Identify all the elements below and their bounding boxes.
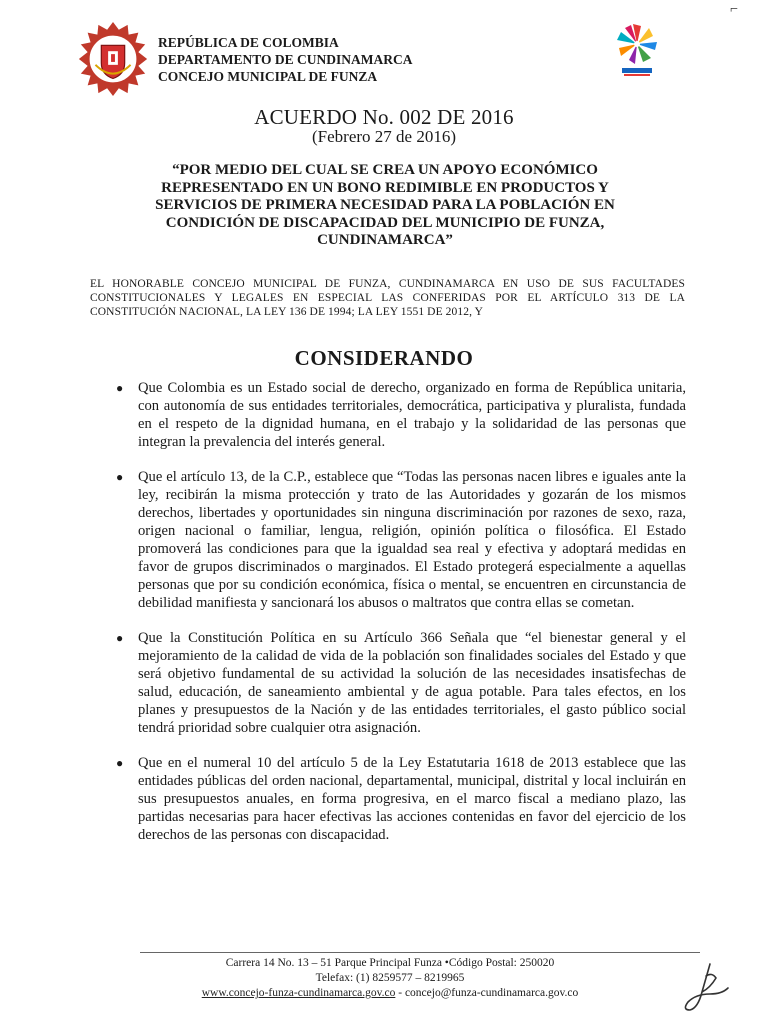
list-item bbox=[116, 468, 686, 612]
bullet-icon: ● bbox=[116, 381, 124, 395]
email-link[interactable]: concejo@funza-cundinamarca.gov.co bbox=[404, 987, 579, 999]
header-country: REPÚBLICA DE COLOMBIA bbox=[158, 35, 339, 50]
bullet-icon: ● bbox=[116, 470, 124, 484]
website-link[interactable]: www.concejo-funza-cundinamarca.gov.co bbox=[201, 987, 396, 999]
preamble: EL HONORABLE CONCEJO MUNICIPAL DE FUNZA, CUNDINAMARCA EN USO DE SUS FACULTADES CONSTITUCIONALES Y LEGALES EN ESPECIAL LAS CONFERIDAS POR EL ARTÍCULO 313 DE LA CONSTITUCIÓN NACIONAL, LA LEY 136 DE 1994; LA LEY 1551 DE 2012, Y bbox=[90, 278, 685, 318]
subject-line: CONDICIÓN DE DISCAPACIDAD DEL MUNICIPIO DE FUNZA, bbox=[165, 214, 605, 231]
list-item bbox=[116, 754, 686, 844]
colorful-pinwheel-logo-icon bbox=[612, 18, 662, 80]
red-shield-crest-icon bbox=[74, 20, 152, 98]
corner-mark: ⌐ bbox=[730, 2, 738, 17]
footer-divider bbox=[140, 952, 700, 953]
header-department: DEPARTAMENTO DE CUNDINAMARCA bbox=[158, 52, 413, 67]
list-item bbox=[116, 379, 686, 451]
subject-line: “POR MEDIO DEL CUAL SE CREA UN APOYO ECONÓMICO bbox=[172, 162, 598, 178]
bullet-icon: ● bbox=[116, 756, 124, 770]
footer-contact bbox=[140, 986, 640, 1001]
handwritten-signature-icon bbox=[676, 958, 736, 1018]
list-item-text: Que Colombia es un Estado social de derecho, organizado en forma de República unitaria, con autonomía de sus entidades territoriales, democrática, participativa y pluralista, fundada en el respeto de la dignidad humana, en el trabajo y la solidaridad de las personas que integran la prevalencia del interés general. bbox=[138, 380, 686, 450]
list-item-text: Que en el numeral 10 del artículo 5 de la Ley Estatutaria 1618 de 2013 establece que las entidades públicas del orden nacional, departamental, municipal, distrital y local incluirán en sus presupuestos anuales, en forma progresiva, en el marco fiscal a mediano plazo, las partidas necesarias para hacer efectivas las acciones contenidas en favor del ejercicio de los derechos de las personas con discapacidad. bbox=[138, 755, 686, 843]
list-item-text: Que el artículo 13, de la C.P., establece que “Todas las personas nacen libres e iguales ante la ley, recibirán la misma protección y trato de las Autoridades y gozarán de los mismos derechos, libertades y oportunidades sin ninguna discriminación por razones de sexo, raza, origen nacional o familiar, lengua, religión, opinión política o filosófica. El Estado promoverá las condiciones para que la igualdad sea real y efectiva y adoptará medidas en favor de grupos discriminados o marginados. El Estado protegerá especialmente a aquellas personas que por su condición económica, física o mental, se encuentren en circunstancia de debilidad manifiesta y sancionará los abusos o maltratos que contra ellas se cometan. bbox=[138, 469, 686, 611]
footer bbox=[140, 956, 640, 1001]
considerations-list bbox=[116, 379, 686, 861]
header-institution bbox=[158, 34, 413, 85]
subject-line: CUNDINAMARCA” bbox=[317, 232, 453, 248]
document-title: ACUERDO No. 002 DE 2016 bbox=[254, 105, 514, 129]
footer-phone: Telefax: (1) 8259577 – 8219965 bbox=[315, 972, 465, 984]
bullet-icon: ● bbox=[116, 631, 124, 645]
list-item-text: Que la Constitución Política en su Artículo 366 Señala que “el bienestar general y el mejoramiento de la calidad de vida de la población son finalidades sociales del Estado y que será objetivo fundamental de su actividad la solución de las necesidades insatisfechas de salud, educación, de saneamiento ambiental y de agua potable. Para tales efectos, en los planes y presupuestos de la Nación y de las entidades territoriales, el gasto público social tendrá prioridad sobre cualquier otra asignación. bbox=[138, 630, 686, 736]
document-date: (Febrero 27 de 2016) bbox=[312, 127, 456, 146]
footer-separator: - bbox=[395, 987, 405, 999]
footer-address: Carrera 14 No. 13 – 51 Parque Principal Funza •Código Postal: 250020 bbox=[225, 957, 555, 969]
header-council: CONCEJO MUNICIPAL DE FUNZA bbox=[158, 69, 378, 84]
list-item bbox=[116, 629, 686, 737]
document-subject bbox=[110, 162, 660, 250]
subject-line: REPRESENTADO EN UN BONO REDIMIBLE EN PRODUCTOS Y bbox=[161, 179, 609, 196]
subject-line: SERVICIOS DE PRIMERA NECESIDAD PARA LA POBLACIÓN EN bbox=[155, 197, 615, 213]
section-heading: CONSIDERANDO bbox=[294, 346, 474, 370]
